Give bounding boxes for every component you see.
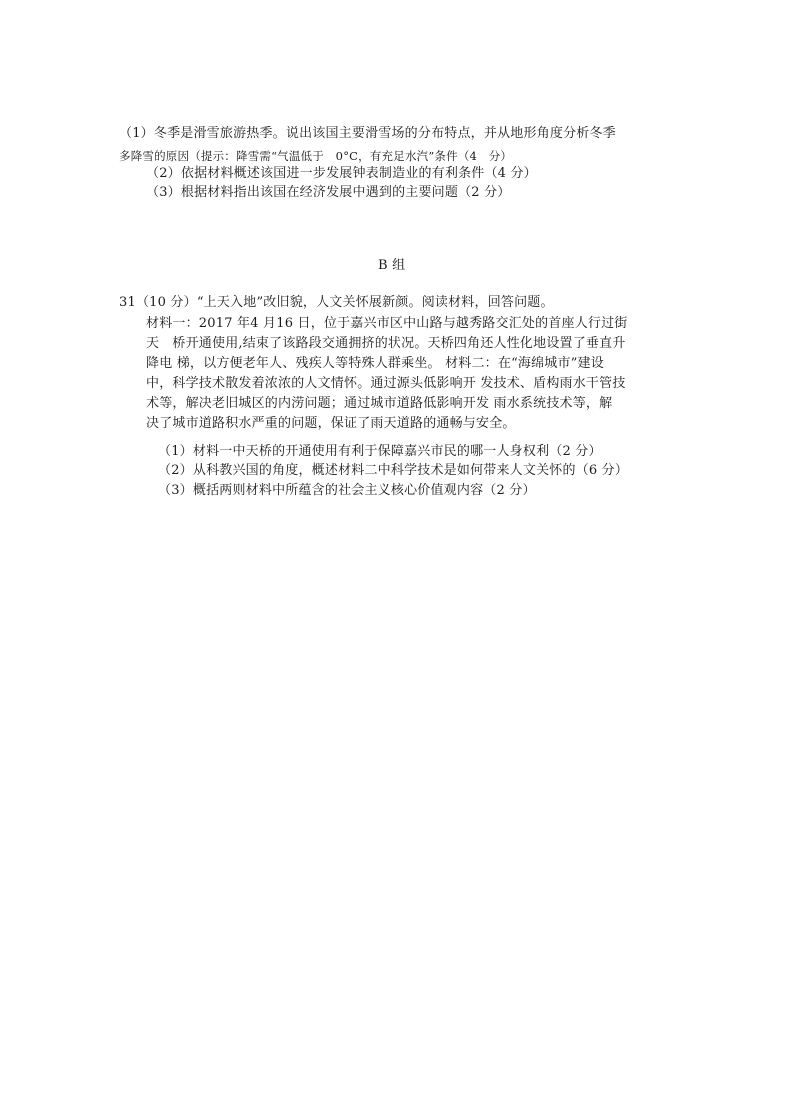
material-line: 术等，解决老旧城区的内涝问题；通过城市道路低影响开发 雨水系统技术等，解 <box>146 396 613 411</box>
question-3: （3）根据材料指出该国在经济发展中遇到的主要问题（2 分） <box>146 185 511 200</box>
question-1-line-1: （1）冬季是滑雪旅游热季。说出该国主要滑雪场的分布特点，并从地形角度分析冬季 <box>119 126 616 141</box>
material-line: 降电 梯，以方便老年人、残疾人等特殊人群乘坐。 材料二：在“海绵城市”建设 <box>146 356 604 371</box>
material-line: 材料一：2017 年4 月16 日，位于嘉兴市区中山路与越秀路交汇处的首座人行过街 <box>146 316 628 331</box>
material-line: 中，科学技术散发着浓浓的人文情怀。通过源头低影响开 发技术、盾构雨水干管技 <box>146 376 626 391</box>
question-2: （2）依据材料概述该国进一步发展钟表制造业的有利条件（4 分） <box>146 166 537 181</box>
question-31-title: 31（10 分）“上天入地”改旧貌，人文关怀展新颜。阅读材料，回答问题。 <box>119 295 554 310</box>
group-b-heading: B 组 <box>378 258 406 273</box>
material-line: 决了城市道路积水严重的问题，保证了雨天道路的通畅与安全。 <box>146 416 516 431</box>
sub-question-1: （1）材料一中天桥的开通使用有利于保障嘉兴市民的哪一人身权利（2 分） <box>158 444 602 459</box>
question-1-line-2: 多降雪的原因（提示：降雪需“气温低于 0°C，有充足水汽”条件（4 分） <box>119 149 513 163</box>
sub-question-2: （2）从科教兴国的角度，概述材料二中科学技术是如何带来人文关怀的（6 分） <box>158 463 629 478</box>
sub-question-3: （3）概括两则材料中所蕴含的社会主义核心价值观内容（2 分） <box>158 483 536 498</box>
material-line: 天 桥开通使用,结束了该路段交通拥挤的状况。天桥四角还人性化地设置了垂直升 <box>146 336 626 351</box>
